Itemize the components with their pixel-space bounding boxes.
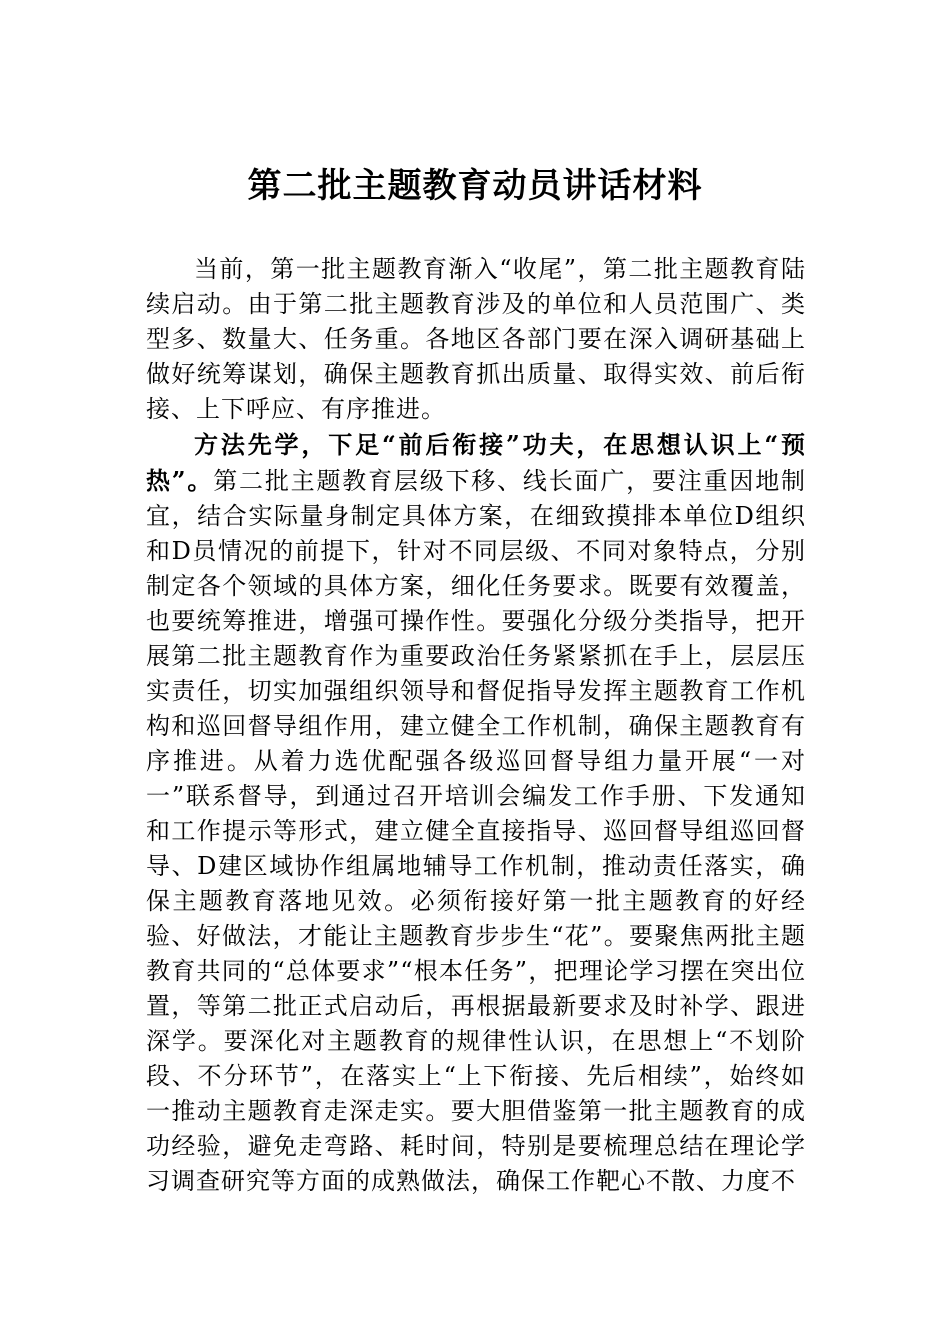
- paragraph-intro: 当前，第一批主题教育渐入“收尾”，第二批主题教育陆续启动。由于第二批主题教育涉及的单位和人员范围广、类型多、数量大、任务重。各地区各部门要在深入调研基础上做好统筹谋划，确保主题教育抓出质量、取得实效、前后衔接、上下呼应、有序推进。: [146, 255, 806, 423]
- paragraph-method-body: 第二批主题教育层级下移、线长面广，要注重因地制宜，结合实际量身制定具体方案，在细致摸排本单位D组织和D员情况的前提下，针对不同层级、不同对象特点，分别制定各个领域的具体方案，细化任务要求。既要有效覆盖，也要统筹推进，增强可操作性。要强化分级分类指导，把开展第二批主题教育作为重要政治任务紧紧抓在手上，层层压实责任，切实加强组织领导和督促指导发挥主题教育工作机构和巡回督导组作用，建立健全工作机制，确保主题教育有序推进。从着力选优配强各级巡回督导组力量开展“一对一”联系督导，到通过召开培训会编发工作手册、下发通知和工作提示等形式，建立健全直接指导、巡回督导组巡回督导、D建区域协作组属地辅导工作机制，推动责任落实，确保主题教育落地见效。必须衔接好第一批主题教育的好经验、好做法，才能让主题教育步步生“花”。要聚焦两批主题教育共同的“总体要求”“根本任务”，把理论学习摆在突出位置，等第二批正式启动后，再根据最新要求及时补学、跟进深学。要深化对主题教育的规律性认识，在思想上“不划阶段、不分环节”，在落实上“上下衔接、先后相续”，始终如一推动主题教育走深走实。要大胆借鉴第一批主题教育的成功经验，避免走弯路、耗时间，特别是要梳理总结在理论学习调查研究等方面的成熟做法，确保工作靶心不散、力度不: [146, 467, 806, 1195]
- paragraph-lead-heading: 方法先学，下足“前后衔接”功夫，在思想认识上“预热”。: [146, 430, 806, 495]
- document-title: 第二批主题教育动员讲话材料: [247, 166, 703, 206]
- document-body: [146, 252, 806, 1199]
- paragraph-method: [146, 427, 806, 1199]
